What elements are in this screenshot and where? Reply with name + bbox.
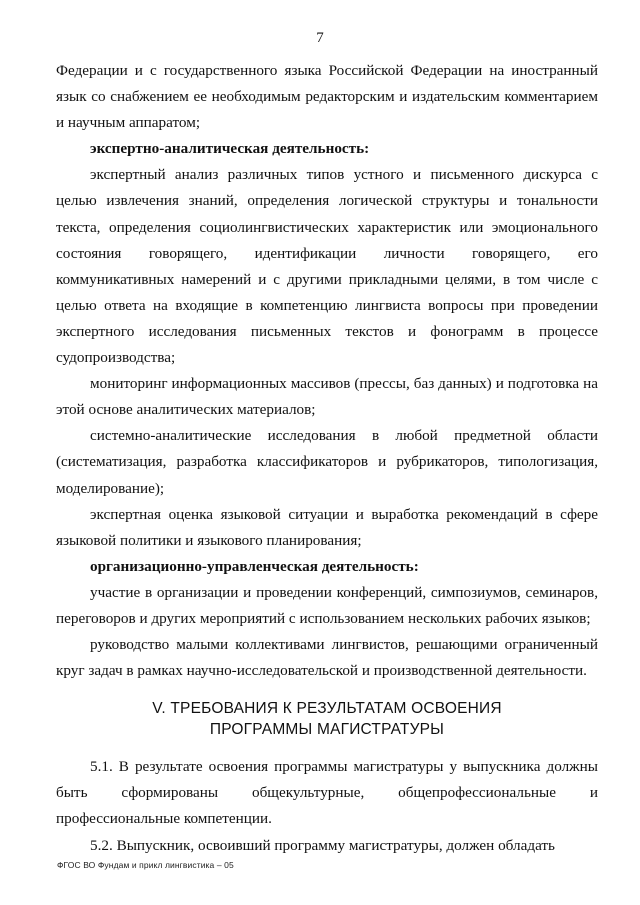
- activity-heading-organizational: организационно-управленческая деятельность:: [90, 557, 419, 575]
- paragraph-5-2: 5.2. Выпускник, освоивший программу магистратуры, должен обладать: [90, 836, 555, 854]
- paragraph-expert-evaluation: экспертная оценка языковой ситуации и выработка рекомендаций в сфере языковой политики и языкового планирования;: [56, 505, 598, 549]
- paragraph-team-leadership: руководство малыми коллективами лингвистов, решающими ограниченный круг задач в рамках научно-исследовательской и производственной деятельности.: [56, 636, 598, 680]
- section-title: [56, 698, 598, 740]
- section-title-line-2: ПРОГРАММЫ МАГИСТРАТУРЫ: [209, 721, 445, 739]
- paragraph-system-analytical: системно-аналитические исследования в любой предметной области (систематизация, разработка классификаторов и рубрикаторов, типологизация, моделирование);: [56, 427, 598, 497]
- document-footer: ФГОС ВО Фундам и прикл лингвистика – 05: [57, 860, 234, 870]
- activity-heading-expert-analytical: экспертно-аналитическая деятельность:: [90, 140, 370, 158]
- paragraph-expert-analysis: экспертный анализ различных типов устного и письменного дискурса с целью извлечения знаний, определения логической структуры и тональности текста, определения социолингвистических характеристик или эмоционального состояния говорящего, идентификации личности говорящего, его коммуникативных намерений и с другими прикладными целями, в том числе с целью ответа на входящие в компетенцию лингвиста вопросы при проведении экспертного исследования письменных текстов и фонограмм в процессе судопроизводства;: [56, 166, 598, 367]
- page-number: 7: [316, 30, 324, 46]
- document-body: [56, 58, 598, 859]
- paragraph-monitoring: мониторинг информационных массивов (прессы, баз данных) и подготовка на этой основе аналитических материалов;: [56, 375, 598, 419]
- paragraph-translation-continued: Федерации и с государственного языка Российской Федерации на иностранный язык со снабжением ее необходимым редакторским и издательским комментарием и научным аппаратом;: [56, 62, 598, 132]
- section-title-line-1: V. ТРЕБОВАНИЯ К РЕЗУЛЬТАТАМ ОСВОЕНИЯ: [152, 700, 502, 718]
- paragraph-conference-participation: участие в организации и проведении конференций, симпозиумов, семинаров, переговоров и других мероприятий с использованием нескольких рабочих языков;: [56, 583, 598, 627]
- paragraph-5-1: 5.1. В результате освоения программы магистратуры у выпускника должны быть сформированы общекультурные, общепрофессиональные и профессиональные компетенции.: [56, 758, 598, 828]
